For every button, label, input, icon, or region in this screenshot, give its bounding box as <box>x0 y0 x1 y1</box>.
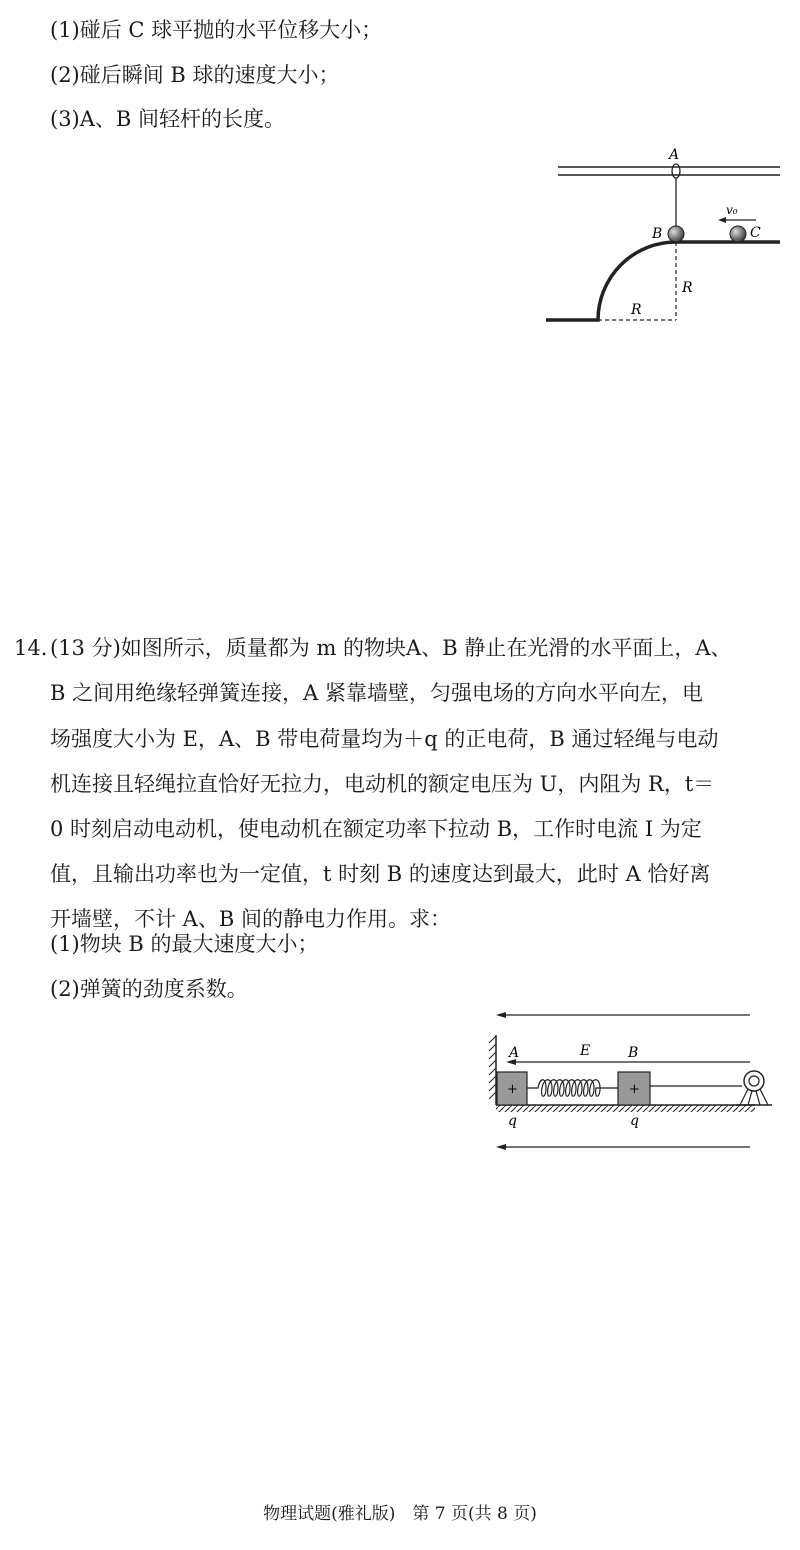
q14-sub1: (1)物块 B 的最大速度大小； <box>50 932 319 956</box>
q14-label-qb: q <box>630 1113 639 1129</box>
q14-label-e: E <box>580 1043 591 1059</box>
q13-figure <box>540 140 790 330</box>
q14-number: 14. <box>14 636 48 660</box>
q13-ball-c <box>730 226 746 242</box>
q13-sub1: (1)碰后 C 球平抛的水平位移大小； <box>50 18 383 42</box>
q13-label-a: A <box>669 147 680 163</box>
q14-plus-b: + <box>629 1082 640 1097</box>
q14-label-qa: q <box>508 1113 517 1129</box>
q13-sub2: (2)碰后瞬间 B 球的速度大小； <box>50 63 340 87</box>
q14-figure <box>480 1005 780 1155</box>
q13-label-r-vertical: R <box>682 280 693 296</box>
q14-label-a: A <box>509 1045 520 1061</box>
q13-label-r-horizontal: R <box>631 302 642 318</box>
q13-label-c: C <box>750 225 761 241</box>
q14-sub2: (2)弹簧的劲度系数。 <box>50 977 248 1001</box>
q14-line-4: 机连接且轻绳拉直恰好无拉力，电动机的额定电压为 U，内阻为 R，t＝ <box>50 772 715 796</box>
q14-line-6: 值，且输出功率也为一定值，t 时刻 B 的速度达到最大，此时 A 恰好离 <box>50 862 711 886</box>
page-footer: 物理试题(雅礼版) 第 7 页(共 8 页) <box>263 1504 537 1524</box>
q13-label-v0: v₀ <box>726 203 738 217</box>
q13-ball-b <box>668 226 684 242</box>
q14-line-2: B 之间用绝缘轻弹簧连接，A 紧靠墙壁，匀强电场的方向水平向左，电 <box>50 681 703 705</box>
q14-line-1: (13 分)如图所示，质量都为 m 的物块A、B 静止在光滑的水平面上，A、 <box>50 636 732 660</box>
q14-line-5: 0 时刻启动电动机，使电动机在额定功率下拉动 B，工作时电流 I 为定 <box>50 817 702 841</box>
q14-plus-a: + <box>507 1082 518 1097</box>
q14-motor <box>736 1071 772 1105</box>
q13-sub3: (3)A、B 间轻杆的长度。 <box>50 107 286 131</box>
q14-line-3: 场强度大小为 E，A、B 带电荷量均为＋q 的正电荷，B 通过轻绳与电动 <box>50 727 719 751</box>
q14-label-b: B <box>628 1045 639 1061</box>
q14-line-7: 开墙壁，不计 A、B 间的静电力作用。求： <box>50 907 451 931</box>
q13-label-b: B <box>652 226 663 242</box>
